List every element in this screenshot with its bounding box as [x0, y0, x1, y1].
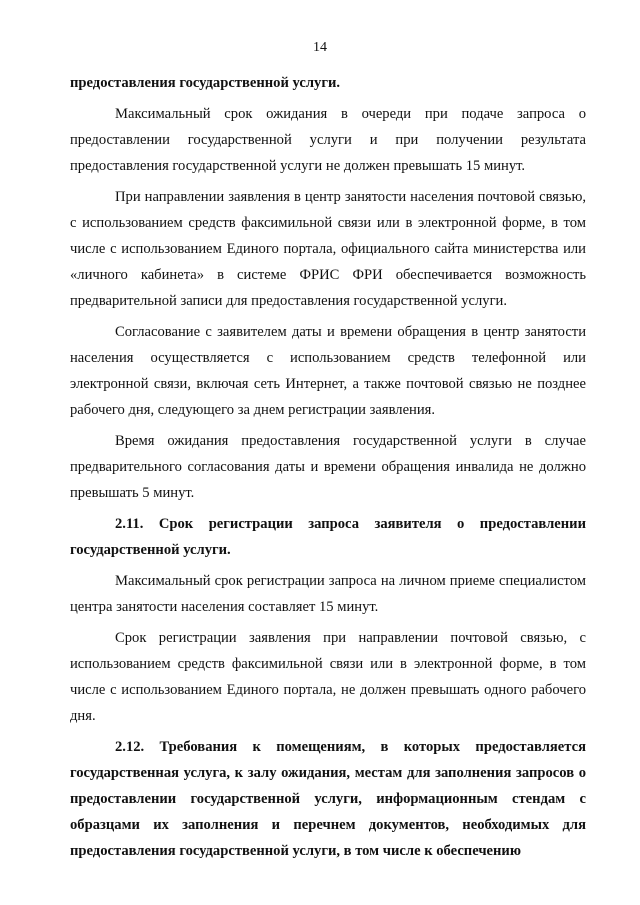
paragraph-heading-continuation: предоставления государственной услуги. — [70, 75, 341, 91]
paragraph-max-wait: Максимальный срок ожидания в очереди при подаче запроса о предоставлении государственной услуги и при получении результата предоставления государственной услуги не должен превышать 15 минут. — [70, 106, 586, 174]
section-heading-2-11: 2.11. Срок регистрации запроса заявителя о предоставлении государственной услуги. — [70, 516, 586, 558]
section-heading-2-12: 2.12. Требования к помещениям, в которых предоставляется государственная услуга, к залу ожидания, местам для заполнения запросов о предоставлении государственной услуги, информационным стендам с образцами их заполнения и перечнем документов, необходимых для предоставления государственной услуги, в том числе к обеспечению — [70, 739, 586, 859]
paragraph-disabled-wait: Время ожидания предоставления государственной услуги в случае предварительного согласования даты и времени обращения инвалида не должно превышать 5 минут. — [70, 433, 586, 501]
document-body — [70, 70, 586, 864]
paragraph-registration-time: Максимальный срок регистрации запроса на личном приеме специалистом центра занятости населения составляет 15 минут. — [70, 573, 586, 615]
paragraph-preregistration: При направлении заявления в центр занятости населения почтовой связью, с использованием средств факсимильной связи или в электронной форме, в том числе с использованием Единого портала, официального сайта министерства или «личного кабинета» в системе ФРИС ФРИ обеспечивается возможность предварительной записи для предоставления государственной услуги. — [70, 189, 586, 309]
page-number: 14 — [313, 40, 327, 55]
paragraph-coordination: Согласование с заявителем даты и времени обращения в центр занятости населения осуществляется с использованием средств телефонной или электронной связи, включая сеть Интернет, а также почтовой связью не позднее рабочего дня, следующего за днем регистрации заявления. — [70, 324, 586, 418]
paragraph-registration-remote: Срок регистрации заявления при направлении почтовой связью, с использованием средств факсимильной связи или в электронной форме, в том числе с использованием Единого портала, не должен превышать одного рабочего дня. — [70, 630, 586, 724]
